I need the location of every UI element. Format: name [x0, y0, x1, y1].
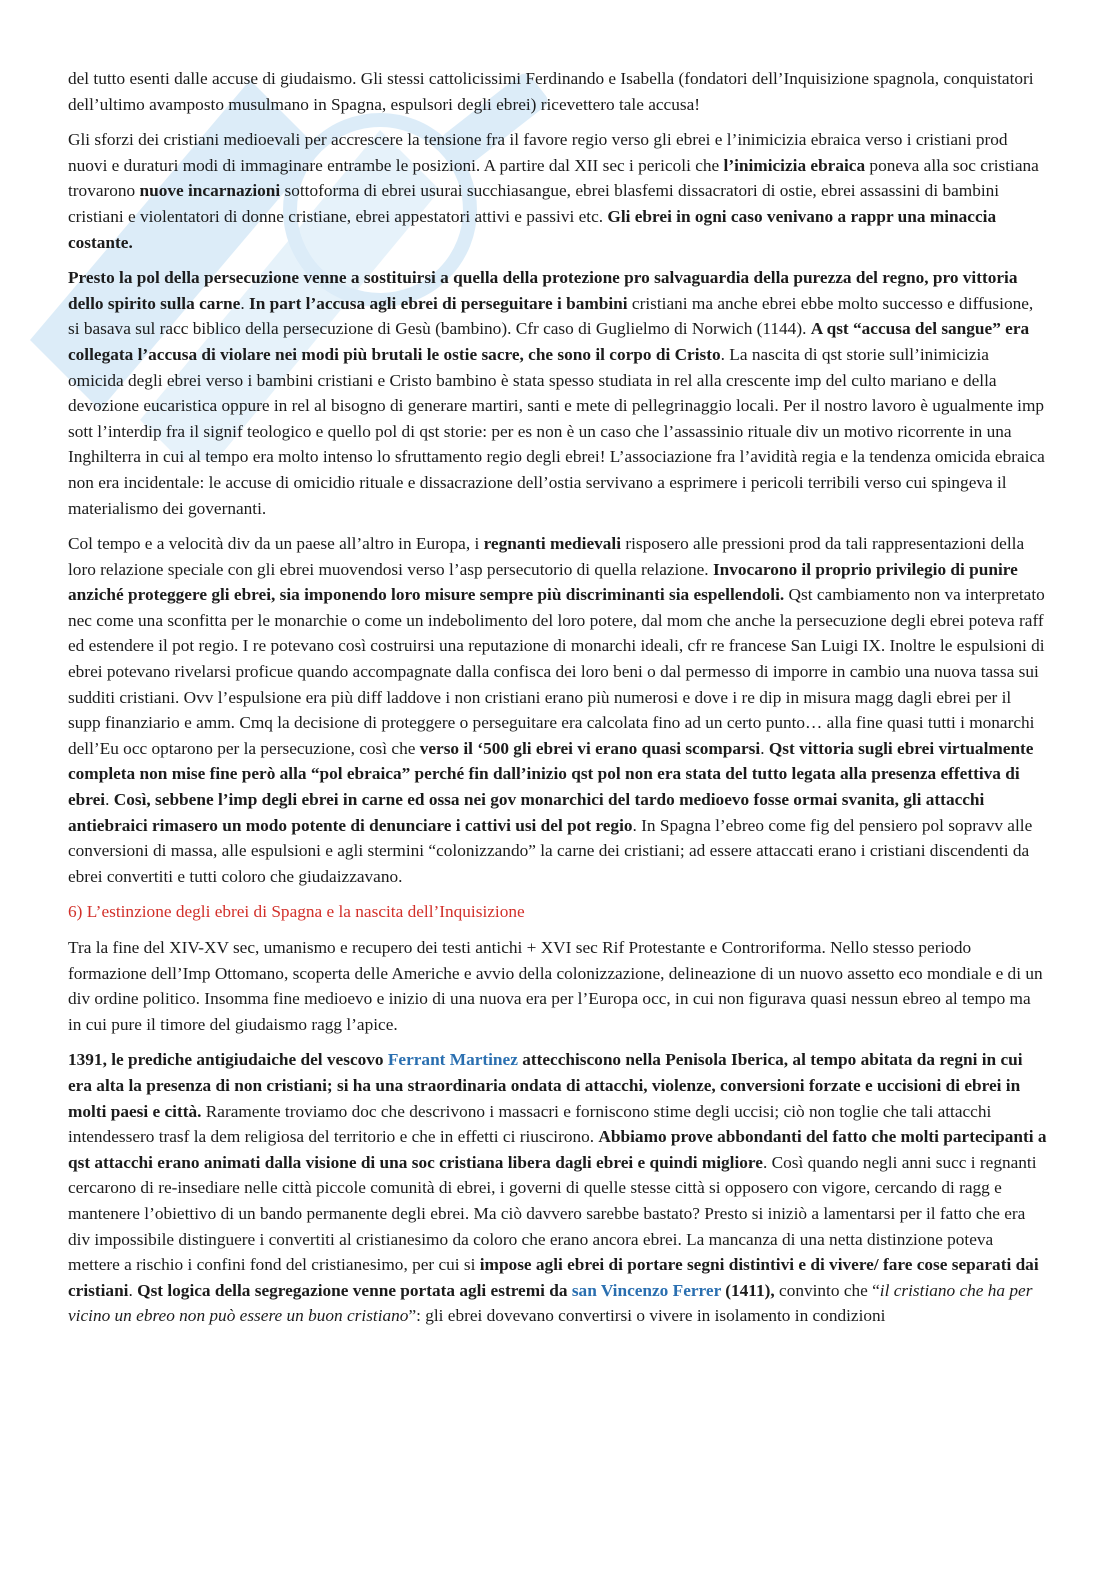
bold-run: Abbiamo prove abbondanti del fatto che molti partecipanti a qst attacchi erano animati dalla visione di una soc cristiana libera dagli ebrei e quindi migliore: [68, 1127, 1047, 1172]
section-heading: 6) L’estinzione degli ebrei di Spagna e la nascita dell’Inquisizione: [68, 902, 525, 922]
paragraph: [68, 127, 1048, 255]
bold-run: l’inimicizia ebraica: [723, 155, 866, 175]
bold-run: In part l’accusa agli ebrei di perseguitare i bambini: [248, 293, 628, 313]
bold-run: Qst logica della segregazione venne portata agli estremi da: [137, 1280, 572, 1300]
paragraph: [68, 531, 1048, 889]
paragraph: [68, 66, 1048, 117]
text-run: del tutto esenti dalle accuse di giudaismo. Gli stessi cattolicissimi Ferdinando e Isabella (fondatori dell’Inquisizione spagnola, conquistatori dell’ultimo avamposto musulmano in Spagna, espulsori degli ebrei) ricevettero tale accusa!: [68, 69, 1034, 114]
bold-run: (1411),: [720, 1280, 775, 1300]
bold-run: impose agli ebrei di portare segni distintivi e di vivere/ fare cose separati dai cristiani: [68, 1255, 1039, 1300]
name-link-vincenzo-ferrer[interactable]: san Vincenzo Ferrer: [571, 1280, 721, 1300]
bold-run: A qst “accusa del sangue” era collegata l’accusa di violare nei modi più brutali le ostie sacre, che sono il corpo di Cristo: [68, 319, 1030, 364]
text-run: Raramente troviamo doc che descrivono i massacri e forniscono stime degli uccisi; ciò non toglie che tali attacchi intendessero trasf la dem religiosa del territorio e che in effetti ci riuscirono.: [68, 1101, 992, 1147]
bold-run: Gli ebrei in ogni caso venivano a rappr una minaccia costante.: [68, 206, 997, 252]
paragraph: [68, 935, 1048, 1037]
text-run: .: [240, 293, 249, 313]
text-run: .: [105, 790, 114, 810]
bold-run: 1391, le prediche antigiudaiche del vescovo: [68, 1050, 388, 1070]
name-link-ferrant-martinez[interactable]: Ferrant Martinez: [387, 1050, 518, 1070]
text-run: Tra la fine del XIV-XV sec, umanismo e recupero dei testi antichi + XVI sec Rif Protestante e Controriforma. Nello stesso periodo formazione dell’Imp Ottomano, scoperta delle Americhe e avvio della colonizzazione, delineazione di un nuovo assetto eco mondiale e di un div ordine politico. Insomma fine medioevo e inizio di una nuova era per l’Europa occ, in cui non figurava quasi nessun ebreo al tempo ma in cui pure il timore del giudaismo ragg l’apice.: [68, 938, 1043, 1034]
text-run: .: [128, 1280, 138, 1300]
bold-run: regnanti medievali: [483, 534, 622, 554]
italic-quote: il cristiano che ha per vicino un ebreo non può essere un buon cristiano: [68, 1280, 1033, 1326]
bold-run: nuove incarnazioni: [139, 181, 281, 201]
bold-run: Così, sebbene l’imp degli ebrei in carne ed ossa nei gov monarchici del tardo medioevo fosse ormai svanita, gli attacchi antiebraici rimasero un modo potente di denunciare i cattivi usi del pot regio: [68, 790, 985, 835]
bold-run: Invocarono il proprio privilegio di punire anziché proteggere gli ebrei, sia imponendo loro misure sempre più discriminanti sia espellendoli.: [68, 559, 1018, 605]
text-run: cristiani ma anche ebrei ebbe molto successo e diffusione, si basava sul racc biblico della persecuzione di Gesù (bambino). Cfr caso di Guglielmo di Norwich (1144).: [68, 293, 1034, 339]
text-run: . La nascita di qst storie sull’inimicizia omicida degli ebrei verso i bambini cristiani e Cristo bambino è stata spesso studiata in rel alla crescente imp del culto mariano e della devozione eucaristica oppure in rel al bisogno di generare martiri, santi e mete di pellegrinaggio locali. Per il nostro lavoro è ugualmente imp sott l’interdip fra il signif teologico e quello pol di qst storie: per es non è un caso che l’assassinio rituale div un motivo ricorrente in una Inghilterra in cui al tempo era molto intenso lo sfruttamento regio degli ebrei! L’associazione fra l’avidità regia e la tendenza omicida ebraica non era incidentale: le accuse di omicidio rituale e dissacrazione dell’ostia servivano a esprimere i pericoli terribili verso cui spingeva il materialismo dei governanti.: [68, 344, 1045, 518]
text-run: risposero alle pressioni prod da tali rappresentazioni della loro relazione speciale con gli ebrei muovendosi verso l’asp persecutorio di quella relazione.: [68, 534, 1025, 579]
text-run: Qst cambiamento non va interpretato nec come una sconfitta per le monarchie o come un indebolimento del loro potere, dal mom che anche la persecuzione degli ebrei poteva raff ed estendere il pot regio. I re potevano così costruirsi una reputazione di monarchi ideali, cfr re francese San Luigi IX. Inoltre le espulsioni di ebrei potevano rivelarsi proficue quando accompagnate dalla confisca dei loro beni o dal permesso di imporre in cambio una nuova tassa sui sudditi cristiani. Ovv l’espulsione era più diff laddove i non cristiani erano più numerosi e dove i re dip in misura magg dagli ebrei per il supp finanziario e amm. Cmq la decisione di proteggere o perseguitare era calcolata fino ad un certo punto… alla fine quasi tutti i monarchi dell’Eu occ optarono per la persecuzione, così che: [68, 585, 1045, 758]
text-run: convinto che “: [774, 1280, 880, 1300]
text-run: ”: gli ebrei dovevano convertirsi o vivere in isolamento in condizioni: [408, 1306, 886, 1326]
document-page: [68, 66, 1048, 1339]
paragraph: [68, 265, 1048, 521]
text-run: Col tempo e a velocità div da un paese all’altro in Europa, i: [68, 534, 484, 554]
text-run: .: [760, 738, 769, 758]
text-run: . Così quando negli anni succ i regnanti cercarono di re-insediare nelle città piccole comunità di ebrei, i governi di quelle stesse città si opposero con vigore, cercando di ragg e mantenere l’obiettivo di un bando permanente degli ebrei. Ma ciò davvero sarebbe bastato? Presto si iniziò a lamentarsi per il fatto che era div impossibile distinguere i convertiti al cristianesimo da coloro che erano ancora ebrei. La mancanza di una netta distinzione poteva mettere a rischio i confini fond del cristianesimo, per cui si: [68, 1152, 1037, 1275]
paragraph: [68, 1047, 1048, 1329]
text-run: sottoforma di ebrei usurai succhiasangue, ebrei blasfemi dissacratori di ostie, ebrei assassini di bambini cristiani e violentatori di donne cristiane, ebrei appestatori attivi e passivi etc.: [68, 181, 1000, 226]
bold-run: Qst vittoria sugli ebrei virtualmente completa non mise fine però alla “pol ebraica” perché fin dall’inizio qst pol non era stata del tutto legata alla presenza effettiva di ebrei: [68, 738, 1034, 810]
bold-run: verso il ‘500 gli ebrei vi erano quasi scomparsi: [419, 738, 761, 758]
text-run: Gli sforzi dei cristiani medioevali per accrescere la tensione fra il favore regio verso gli ebrei e l’inimicizia ebraica verso i cristiani prod nuovi e duraturi modi di immaginare entrambe le posizioni. A partire dal XII sec i pericoli che: [68, 130, 1008, 175]
bold-run: attecchiscono nella Penisola Iberica, al tempo abitata da regni in cui era alta la presenza di non cristiani; si ha una straordinaria ondata di attacchi, violenze, conversioni forzate e uccisioni di ebrei in molti paesi e città.: [68, 1050, 1023, 1121]
text-run: poneva alla soc cristiana trovarono: [68, 155, 1039, 201]
bold-run: Presto la pol della persecuzione venne a sostituirsi a quella della protezione pro salvaguardia della purezza del regno, pro vittoria dello spirito sulla carne: [68, 268, 1018, 313]
text-run: . In Spagna l’ebreo come fig del pensiero pol sopravv alle conversioni di massa, alle espulsioni e agli stermini “colonizzando” la carne dei cristiani; ad essere attaccati erano i cristiani discendenti da ebrei convertiti e tutti coloro che giudaizzavano.: [68, 815, 1033, 886]
